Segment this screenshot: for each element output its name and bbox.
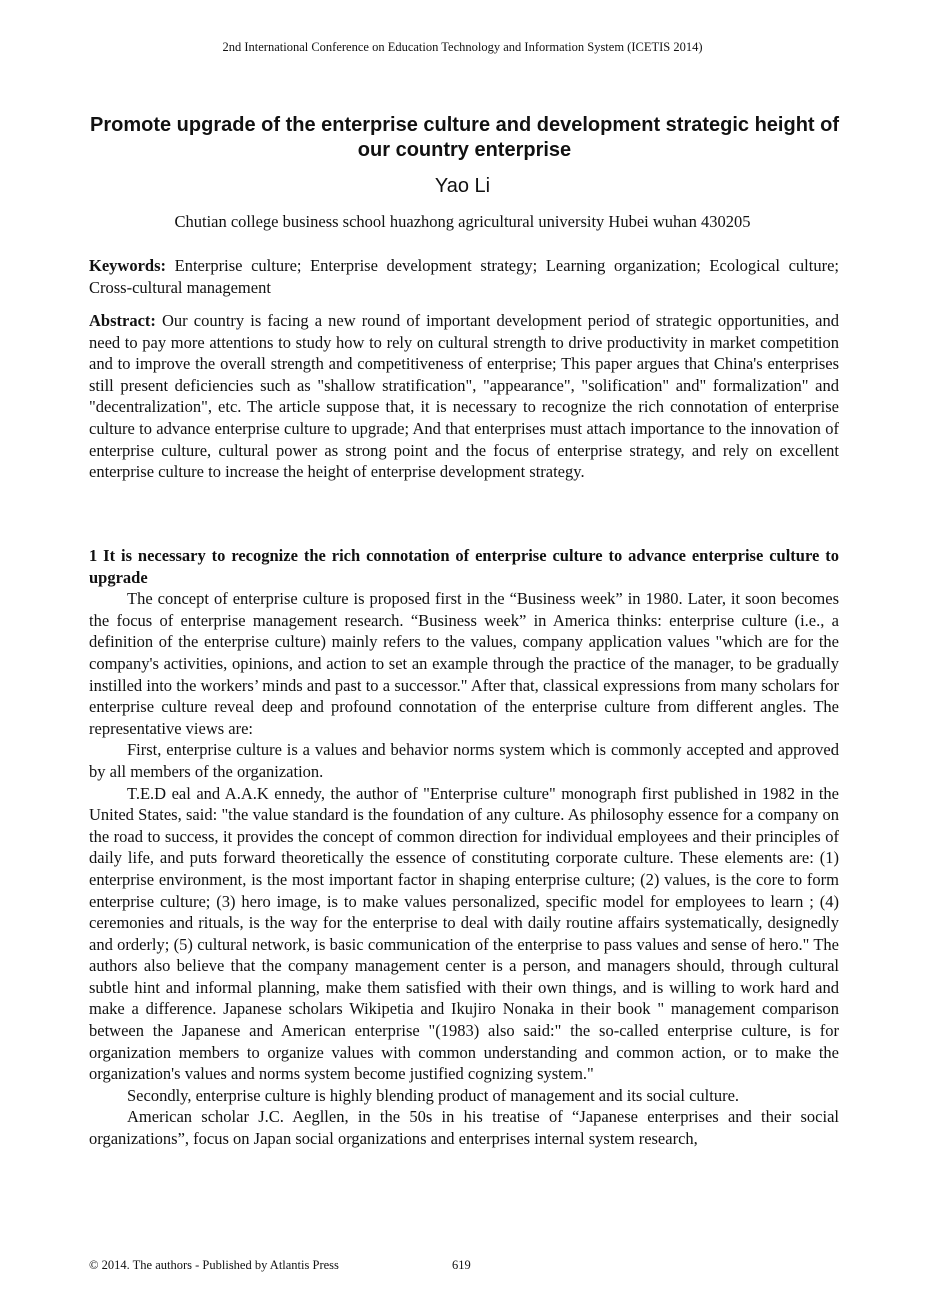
- body-paragraph: First, enterprise culture is a values and behavior norms system which is commonly accepted and approved by all members of the organization.: [89, 740, 839, 781]
- paper-title: Promote upgrade of the enterprise culture and development strategic height of our country enterprise: [90, 114, 840, 161]
- body-paragraph: American scholar J.C. Aegllen, in the 50s in his treatise of “Japanese enterprises and their social organizations”, focus on Japan social organizations and enterprises internal system research,: [89, 1107, 839, 1149]
- section-1: [89, 545, 839, 1150]
- page-number: 619: [452, 1258, 471, 1272]
- body-paragraph: The concept of enterprise culture is proposed first in the “Business week” in 1980. Later, it soon becomes the focus of enterprise management research. “Business week” in America thinks: enterprise culture (i.e., a definition of the enterprise culture) mainly refers to the values, company application values "which are for the company's activities, opinions, and action to set an example through the practice of the manager, to be gradually instilled into the workers’ minds and past to a successor." After that, classical expressions from many scholars for enterprise culture reveal deep and profound connotation of the enterprise culture from different angles. The representative views are:: [89, 589, 839, 738]
- body-paragraph: T.E.D eal and A.A.K ennedy, the author of "Enterprise culture" monograph first published in 1982 in the United States, said: "the value standard is the foundation of any culture. As philosophy essence for a company on the road to success, it provides the concept of common direction for individual employees and their principles of daily life, and puts forward theoretically the essence of constituting corporate culture. These elements are: (1) enterprise environment, is the most important factor in shaping enterprise culture; (2) values, is the core to form enterprise culture; (3) hero image, is to make values personalized, specific model for employees to learn ; (4) ceremonies and rituals, is the way for the enterprise to deal with daily routine affairs systematically, designedly and orderly; (5) cultural network, is basic communication of the enterprise to pass values and sense of hero." The authors also believe that the company management center is a person, and managers should, through cultural subtle hint and informal planning, make them satisfied with their own things, and is willing to work hard and make a difference. Japanese scholars Wikipetia and Ikujiro Nonaka in their book " management comparison between the Japanese and American enterprise "(1983) also said:" the so-called enterprise culture, is for organization members to organize values with common understanding and common action, or to make the organization's values and norms system become justified cognizing system.": [89, 783, 839, 1084]
- abstract-label: Abstract:: [89, 311, 156, 330]
- author-name: Yao Li: [434, 175, 491, 197]
- section-heading: 1 It is necessary to recognize the rich connotation of enterprise culture to advance enterprise culture to upgrade: [89, 546, 839, 587]
- author-affiliation: Chutian college business school huazhong agricultural university Hubei wuhan 430205: [174, 212, 751, 231]
- copyright-footer: © 2014. The authors - Published by Atlantis Press: [89, 1258, 339, 1272]
- keywords-block: [89, 255, 839, 298]
- keywords-label: Keywords:: [89, 256, 166, 275]
- body-paragraph: Secondly, enterprise culture is highly blending product of management and its social culture.: [127, 1085, 740, 1105]
- abstract-block: [89, 310, 839, 483]
- conference-header: 2nd International Conference on Education Technology and Information System (ICETIS 2014): [222, 40, 703, 54]
- abstract-text: Our country is facing a new round of important development period of strategic opportunities, and need to pay more attentions to study how to rely on cultural strength to drive productivity in market competition and to improve the overall strength and competitiveness of enterprise; This paper argues that China's enterprises still present deficiencies such as "shallow stratification", "appearance", "solification" and" formalization" and "decentralization", etc. The article suppose that, it is necessary to recognize the rich connotation of enterprise culture to advance enterprise culture to upgrade; And that enterprises must attach importance to the innovation of enterprise culture, cultural power as strong point and the focus of enterprise strategy, and rely on excellent enterprise culture to increase the height of enterprise development strategy.: [89, 311, 839, 482]
- keywords-text: Enterprise culture; Enterprise development strategy; Learning organization; Ecological culture; Cross-cultural management: [89, 256, 839, 297]
